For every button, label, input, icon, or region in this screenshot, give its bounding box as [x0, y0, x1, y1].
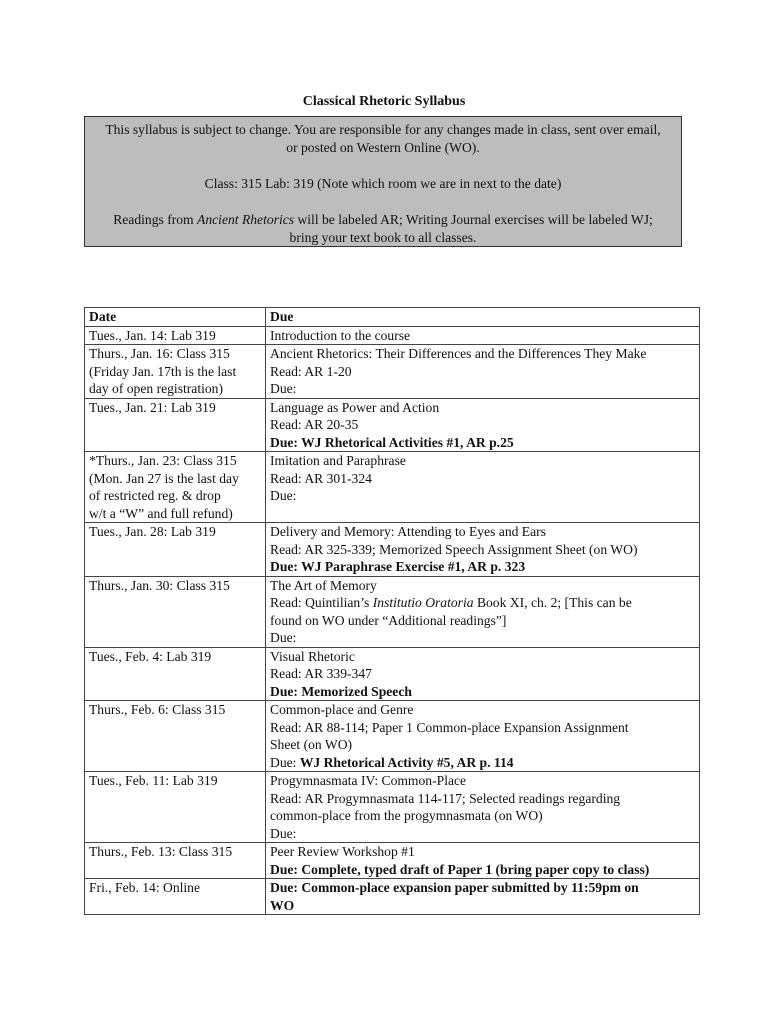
table-row — [85, 647, 700, 701]
date-line: day of open registration) — [89, 381, 224, 396]
schedule-body — [85, 326, 700, 915]
due-assignment-line: Due: Complete, typed draft of Paper 1 (bring paper copy to class) — [270, 861, 650, 877]
due-cell — [266, 398, 700, 452]
notice-rooms-text: Class: 315 Lab: 319 (Note which room we are in next to the date) — [204, 176, 562, 191]
date-cell — [85, 345, 266, 399]
due-assignment-line: Due: WJ Rhetorical Activities #1, AR p.25 — [270, 434, 514, 450]
syllabus-notice-box — [84, 116, 682, 247]
notice-readings-text: Readings from Ancient Rhetorics will be labeled AR; Writing Journal exercises will be labeled WJ; bring your text book to all classes. — [113, 212, 653, 245]
due-line: Introduction to the course — [270, 327, 411, 343]
date-cell — [85, 772, 266, 843]
date-cell — [85, 701, 266, 772]
due-cell — [266, 772, 700, 843]
book-title: Ancient Rhetorics — [197, 212, 295, 227]
due-assignment: WJ Rhetorical Activity #5, AR p. 114 — [299, 754, 514, 770]
notice-change-text: This syllabus is subject to change. You are responsible for any changes made in class, sent over email, or posted on Western Online (WO). — [105, 122, 661, 155]
date-line: *Thurs., Jan. 23: Class 315 — [89, 453, 237, 468]
due-line: Read: AR 88-114; Paper 1 Common-place Expansion Assignment — [270, 719, 629, 735]
due-line: Read: AR Progymnasmata 114-117; Selected readings regarding — [270, 790, 621, 806]
date-cell — [85, 647, 266, 701]
due-line: Read: AR 325-339; Memorized Speech Assignment Sheet (on WO) — [270, 541, 638, 557]
schedule-header-row — [85, 308, 700, 327]
due-cell — [266, 576, 700, 647]
due-line: Common-place and Genre — [270, 702, 414, 717]
date-line: Tues., Feb. 11: Lab 319 — [89, 773, 218, 788]
due-cell — [266, 345, 700, 399]
date-line: w/t a “W” and full refund) — [89, 505, 233, 521]
due-line: Due: — [270, 825, 297, 841]
due-text: Read: Quintilian’s — [270, 595, 373, 610]
date-line: Thurs., Jan. 30: Class 315 — [89, 577, 230, 593]
due-line: Read: AR 301-324 — [270, 470, 372, 486]
due-line: Peer Review Workshop #1 — [270, 844, 415, 859]
date-cell — [85, 843, 266, 879]
table-row — [85, 701, 700, 772]
column-header-date: Date — [85, 308, 266, 327]
date-line: Thurs., Feb. 6: Class 315 — [89, 702, 226, 717]
due-line: common-place from the progymnasmata (on WO) — [270, 808, 543, 823]
due-line: Sheet (on WO) — [270, 737, 353, 752]
due-cell — [266, 326, 700, 345]
date-line: (Friday Jan. 17th is the last — [89, 363, 237, 379]
date-line: Tues., Feb. 4: Lab 319 — [89, 648, 212, 664]
due-line: Imitation and Paraphrase — [270, 453, 406, 468]
due-text: Due: — [270, 754, 300, 770]
due-line: Ancient Rhetorics: Their Differences and the Differences They Make — [270, 346, 647, 361]
due-line: Read: AR 1-20 — [270, 363, 352, 379]
date-line: Tues., Jan. 21: Lab 319 — [89, 399, 216, 415]
book-title: Institutio Oratoria — [372, 595, 474, 610]
column-header-due: Due — [266, 308, 700, 327]
due-assignment-line: Due: Memorized Speech — [270, 683, 412, 699]
due-line — [270, 754, 695, 772]
date-line: of restricted reg. & drop — [89, 488, 221, 503]
due-text: Book XI, ch. 2; [This can be — [473, 595, 632, 610]
date-line: Tues., Jan. 14: Lab 319 — [89, 327, 216, 343]
due-line: Read: AR 339-347 — [270, 666, 372, 681]
table-row — [85, 326, 700, 345]
due-line: Due: — [270, 630, 297, 645]
due-line: Language as Power and Action — [270, 399, 440, 415]
table-row — [85, 452, 700, 523]
due-assignment-line: Due: Common-place expansion paper submitted by 11:59pm on — [270, 880, 639, 895]
table-row — [85, 576, 700, 647]
table-row — [85, 398, 700, 452]
due-line: Due: — [270, 381, 297, 396]
date-cell — [85, 452, 266, 523]
date-line: Tues., Jan. 28: Lab 319 — [89, 524, 216, 539]
due-line: Read: AR 20-35 — [270, 417, 359, 432]
date-line: Fri., Feb. 14: Online — [89, 880, 201, 895]
due-cell — [266, 452, 700, 523]
table-row — [85, 523, 700, 577]
due-cell — [266, 843, 700, 879]
table-row — [85, 772, 700, 843]
due-line: Due: — [270, 488, 297, 503]
due-cell — [266, 879, 700, 915]
date-cell — [85, 326, 266, 345]
due-cell — [266, 523, 700, 577]
table-row — [85, 843, 700, 879]
page-title: Classical Rhetoric Syllabus — [302, 94, 466, 109]
due-assignment-line: WO — [270, 897, 295, 913]
due-line: The Art of Memory — [270, 577, 377, 593]
date-line: (Mon. Jan 27 is the last day — [89, 470, 239, 486]
date-cell — [85, 879, 266, 915]
table-row — [85, 879, 700, 915]
table-row — [85, 345, 700, 399]
due-line: Visual Rhetoric — [270, 648, 355, 664]
date-cell — [85, 398, 266, 452]
due-line — [270, 594, 695, 612]
due-cell — [266, 701, 700, 772]
due-line: Progymnasmata IV: Common-Place — [270, 773, 467, 788]
due-assignment-line: Due: WJ Paraphrase Exercise #1, AR p. 323 — [270, 559, 526, 574]
due-cell — [266, 647, 700, 701]
date-line: Thurs., Feb. 13: Class 315 — [89, 844, 233, 859]
date-line: Thurs., Jan. 16: Class 315 — [89, 346, 230, 361]
schedule-table — [84, 307, 700, 915]
due-line: Delivery and Memory: Attending to Eyes and Ears — [270, 524, 546, 539]
date-cell — [85, 576, 266, 647]
due-line: found on WO under “Additional readings”] — [270, 612, 507, 628]
date-cell — [85, 523, 266, 577]
